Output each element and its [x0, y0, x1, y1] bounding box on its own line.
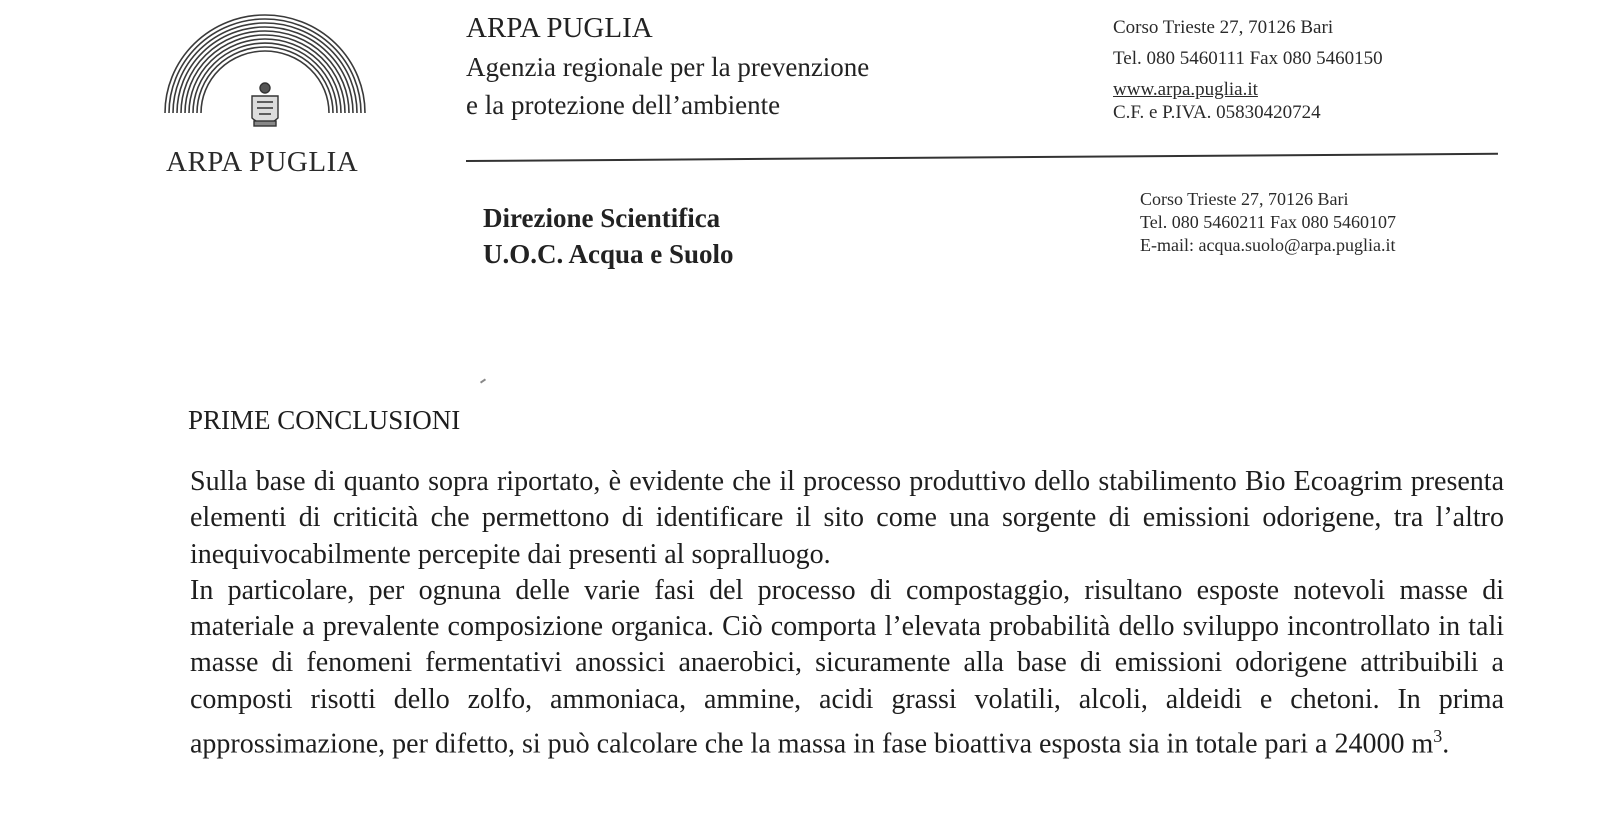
department-line-1: Direzione Scientifica: [483, 203, 721, 233]
scan-mark: [480, 378, 486, 383]
agency-desc-line-2: e la protezione dell’ambiente: [466, 90, 781, 120]
department-phone: Tel. 080 5460211 Fax 080 5460107: [1140, 212, 1397, 232]
paragraph-2-end: .: [1442, 728, 1450, 760]
logo-text: ARPA PUGLIA: [166, 146, 359, 178]
department-address: Corso Trieste 27, 70126 Bari: [1140, 189, 1349, 209]
arpa-logo-emblem: [160, 8, 370, 128]
department-email[interactable]: E-mail: acqua.suolo@arpa.puglia.it: [1140, 235, 1396, 255]
department-line-2: U.O.C. Acqua e Suolo: [483, 239, 734, 269]
cubic-superscript: 3: [1433, 726, 1443, 747]
paragraph-2-text: In particolare, per ognuna delle varie fasi del processo di compostaggio, risultano esposte notevoli masse di materiale a prevalente composizione organica. Ciò comporta l’elevata probabilità dello sviluppo incontrollato in tali masse di fenomeni fermentativi anossici anaerobici, sicuramente alla base di emissioni odorigene attribuibili a composti risotti dello zolfo, ammoniaca, ammine, acidi grassi volatili, alcoli, aldeidi e chetoni. In prima approssimazione, per difetto, si può calcolare che la massa in fase bioattiva esposta sia in totale pari a 24000 m: [190, 574, 1504, 760]
agency-name: ARPA PUGLIA: [466, 12, 653, 44]
agency-desc-line-1: Agenzia regionale per la prevenzione: [466, 52, 870, 82]
hq-website-link[interactable]: www.arpa.puglia.it: [1113, 79, 1258, 100]
section-title: PRIME CONCLUSIONI: [188, 405, 461, 435]
department-name: [483, 200, 734, 272]
paragraph-2: [190, 573, 1504, 763]
body-text: [190, 464, 1504, 763]
department-contact: [1140, 188, 1396, 257]
rainbow-arcs-icon: [160, 8, 370, 128]
crest-icon: [252, 83, 278, 126]
hq-phone: Tel. 080 5460111 Fax 080 5460150: [1113, 48, 1383, 69]
headquarters-contact: [1113, 12, 1383, 128]
paragraph-1: Sulla base di quanto sopra riportato, è evidente che il processo produttivo dello stabilimento Bio Ecoagrim presenta elementi di criticità che permettono di identificare il sito come una sorgente di emissioni odorigene, tra l’altro inequivocabilmente percepite dai presenti al sopralluogo.: [190, 466, 1504, 570]
agency-description: [466, 48, 869, 124]
hq-address: Corso Trieste 27, 70126 Bari: [1113, 17, 1334, 38]
hq-vat-number: C.F. e P.IVA. 05830420724: [1113, 102, 1321, 123]
header-divider: [466, 153, 1498, 162]
